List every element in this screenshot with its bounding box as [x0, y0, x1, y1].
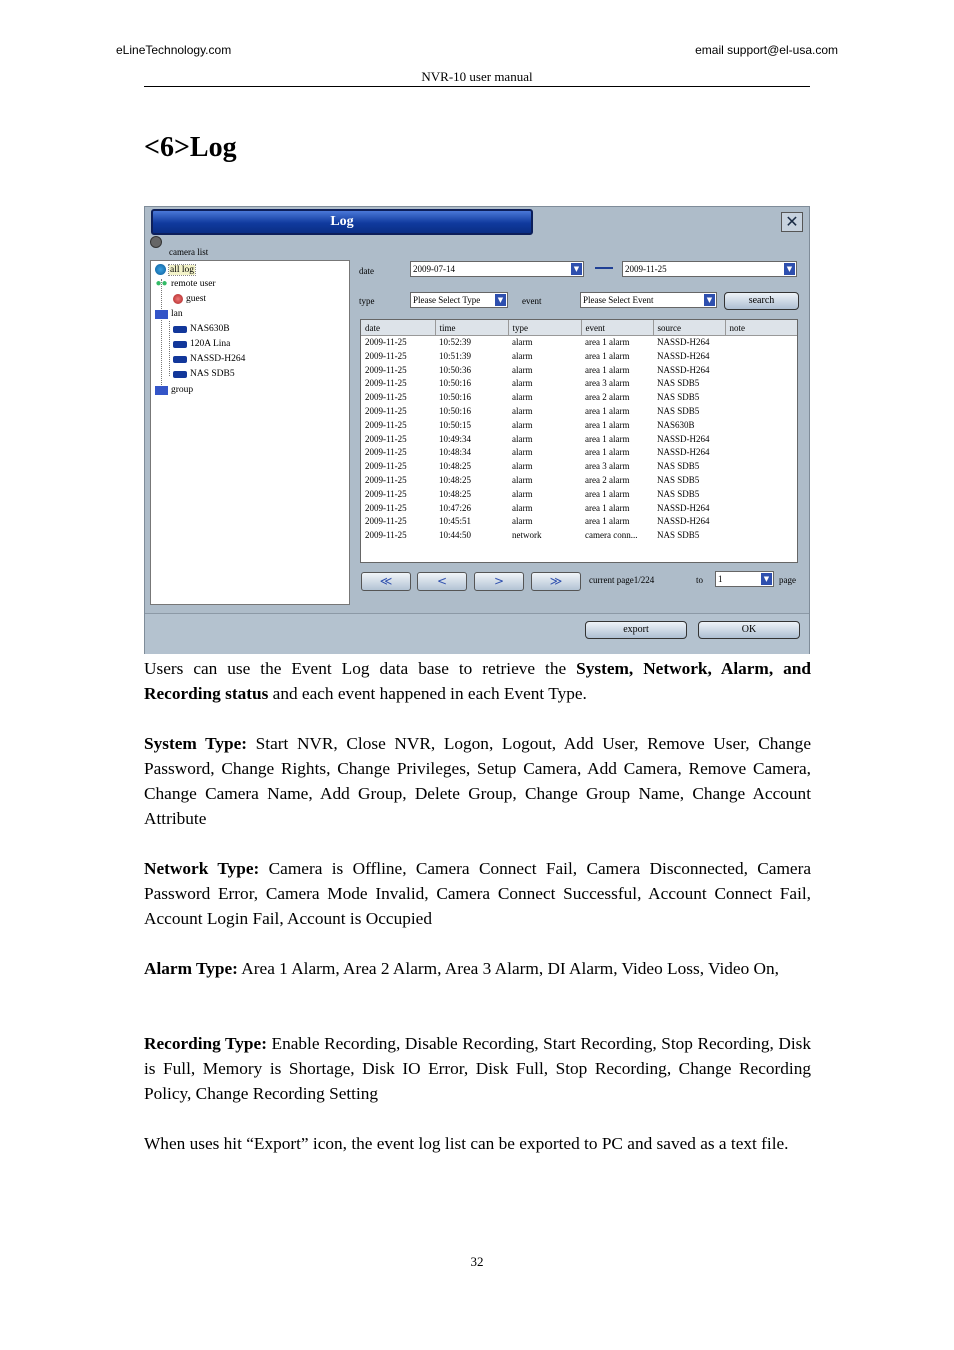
table-cell — [725, 364, 797, 378]
user-icon — [173, 294, 183, 304]
table-row[interactable] — [361, 336, 797, 350]
table-cell: alarm — [512, 461, 533, 472]
table-cell: area 2 alarm — [585, 392, 630, 403]
date-from-select[interactable]: 2009-07-14 ▼ — [410, 261, 584, 277]
table-cell: alarm — [512, 474, 533, 485]
event-select[interactable]: Please Select Event ▼ — [580, 292, 717, 308]
table-cell: 2009-11-25 — [365, 392, 407, 403]
tree-item-remote-user[interactable]: ●● remote user — [155, 278, 216, 289]
table-cell — [725, 391, 797, 405]
table-cell: alarm — [512, 378, 533, 389]
tree-item-lan[interactable]: lan — [155, 309, 183, 319]
camera-tree — [150, 260, 350, 605]
table-cell: alarm — [512, 433, 533, 444]
table-cell: NAS SDB5 — [657, 530, 700, 541]
table-row[interactable] — [361, 460, 797, 474]
table-row[interactable] — [361, 350, 797, 364]
table-cell — [725, 377, 797, 391]
network-type-paragraph: Network Type: Camera is Offline, Camera Connect Fail, Camera Disconnected, Camera Password Error, Camera Mode Invalid, Camera Connect Successful, Account Connect Fail, Account Login Fail, Account is Occupied — [144, 859, 811, 928]
table-cell: NASSD-H264 — [657, 350, 710, 361]
table-cell: alarm — [512, 392, 533, 403]
table-row[interactable] — [361, 419, 797, 433]
users-icon: ●● — [155, 278, 168, 289]
table-cell: NAS SDB5 — [657, 461, 700, 472]
table-cell — [725, 460, 797, 474]
table-cell: NASSD-H264 — [657, 502, 710, 513]
table-row[interactable] — [361, 446, 797, 460]
table-cell: 2009-11-25 — [365, 474, 407, 485]
table-cell — [725, 405, 797, 419]
prev-page-button[interactable]: < — [417, 572, 467, 591]
table-cell: area 3 alarm — [585, 461, 630, 472]
radio-dot-icon — [150, 236, 162, 248]
table-cell: 10:52:39 — [439, 337, 472, 347]
table-cell: NAS SDB5 — [657, 488, 700, 499]
camera-icon — [173, 341, 187, 348]
folder-icon — [155, 310, 168, 319]
table-cell: 10:50:16 — [439, 405, 472, 416]
page-select[interactable]: 1 ▼ — [715, 571, 774, 587]
column-header[interactable]: type — [508, 320, 581, 336]
date-label: date — [359, 266, 374, 276]
table-cell: 10:48:34 — [439, 447, 472, 458]
tree-item-camera[interactable]: NAS630B — [173, 324, 230, 334]
table-cell: NASSD-H264 — [657, 447, 710, 458]
table-cell: 10:51:39 — [439, 350, 472, 361]
last-page-button[interactable]: ≫ — [531, 572, 581, 591]
table-cell: area 1 alarm — [585, 337, 630, 347]
folder-icon — [155, 386, 168, 395]
recording-type-paragraph: Recording Type: Enable Recording, Disable Recording, Start Recording, Stop Recording, Disk is Full, Memory is Shortage, Disk IO Error, Disk Full, Stop Recording, Change Recording Policy, Change Recording Setting — [144, 1034, 811, 1103]
table-cell: NASSD-H264 — [657, 433, 710, 444]
header-site: eLineTechnology.com — [116, 43, 232, 57]
table-cell: area 1 alarm — [585, 502, 630, 513]
header-email: email support@el-usa.com — [695, 43, 838, 57]
tree-item-camera[interactable]: NASSD-H264 — [173, 354, 245, 364]
table-cell: alarm — [512, 488, 533, 499]
window-bottom-bar — [145, 613, 809, 654]
column-header[interactable]: time — [435, 320, 508, 336]
column-header[interactable]: note — [725, 320, 797, 336]
system-type-paragraph: System Type: Start NVR, Close NVR, Logon, Logout, Add User, Remove User, Change Password, Change Rights, Change Privileges, Setup Camera, Add Camera, Remove Camera, Change Camera Name, Add Group, Delete Group, Change Group Name, Change Account Attribute — [144, 734, 811, 828]
table-cell: NAS SDB5 — [657, 474, 700, 485]
table-row[interactable] — [361, 474, 797, 488]
chevron-down-icon: ▼ — [704, 294, 715, 306]
table-cell: area 1 alarm — [585, 433, 630, 444]
table-cell: 2009-11-25 — [365, 502, 407, 513]
search-button[interactable]: search — [724, 292, 799, 310]
table-cell: 2009-11-25 — [365, 488, 407, 499]
table-row[interactable] — [361, 433, 797, 447]
table-cell: area 3 alarm — [585, 378, 630, 389]
page-label: page — [779, 575, 796, 585]
tree-item-all-log[interactable]: all log — [155, 264, 195, 275]
table-row[interactable] — [361, 488, 797, 502]
table-cell — [725, 529, 797, 543]
table-cell: alarm — [512, 405, 533, 416]
chevron-down-icon: ▼ — [784, 263, 795, 275]
section-heading: <6>Log — [144, 132, 237, 163]
table-cell — [725, 350, 797, 364]
chevron-down-icon: ▼ — [571, 263, 582, 275]
table-cell: alarm — [512, 447, 533, 458]
table-header-row — [361, 320, 797, 336]
table-cell: 10:48:25 — [439, 474, 472, 485]
table-cell: 10:48:25 — [439, 461, 472, 472]
table-cell: 10:50:16 — [439, 392, 472, 403]
table-cell — [725, 446, 797, 460]
table-cell: 2009-11-25 — [365, 378, 407, 389]
table-cell: 10:50:15 — [439, 419, 472, 430]
table-row[interactable] — [361, 515, 797, 529]
table-cell: alarm — [512, 364, 533, 375]
type-label: type — [359, 296, 375, 306]
table-cell — [725, 502, 797, 516]
table-cell: area 1 alarm — [585, 364, 630, 375]
to-label: to — [696, 575, 704, 585]
event-label: event — [522, 296, 542, 306]
table-cell — [725, 474, 797, 488]
event-log-table — [360, 319, 798, 563]
table-cell: NASSD-H264 — [657, 516, 710, 527]
page-number: 32 — [470, 1254, 484, 1269]
table-cell: 2009-11-25 — [365, 447, 407, 458]
table-cell: 2009-11-25 — [365, 530, 407, 541]
column-header[interactable]: event — [581, 320, 653, 336]
table-row[interactable] — [361, 405, 797, 419]
table-row[interactable] — [361, 529, 797, 543]
globe-icon — [155, 264, 166, 275]
table-cell: NASSD-H264 — [657, 337, 710, 347]
tree-item-guest[interactable]: guest — [173, 294, 206, 304]
table-cell: camera conn... — [585, 530, 638, 541]
camera-list-label: camera list — [169, 247, 209, 257]
table-cell: alarm — [512, 337, 533, 347]
tree-item-camera[interactable]: 120A Lina — [173, 339, 230, 349]
camera-icon — [173, 356, 187, 363]
table-cell: NAS SDB5 — [657, 378, 700, 389]
table-cell — [725, 433, 797, 447]
table-cell: 2009-11-25 — [365, 433, 407, 444]
table-cell: 10:49:34 — [439, 433, 472, 444]
table-cell: 10:50:16 — [439, 378, 472, 389]
camera-icon — [173, 371, 187, 378]
table-cell: 2009-11-25 — [365, 337, 407, 347]
table-cell — [725, 515, 797, 529]
next-page-button[interactable]: > — [474, 572, 524, 591]
ok-button[interactable]: OK — [698, 621, 800, 639]
table-cell: 2009-11-25 — [365, 350, 407, 361]
chevron-down-icon: ▼ — [495, 294, 506, 306]
table-cell: area 1 alarm — [585, 516, 630, 527]
table-cell: area 1 alarm — [585, 488, 630, 499]
table-row[interactable] — [361, 391, 797, 405]
column-header[interactable]: date — [361, 320, 435, 336]
table-cell: NASSD-H264 — [657, 364, 710, 375]
table-cell — [725, 419, 797, 433]
tree-item-group[interactable]: group — [155, 385, 193, 395]
column-header[interactable]: source — [653, 320, 725, 336]
table-row[interactable] — [361, 502, 797, 516]
export-paragraph: When uses hit “Export” icon, the event log list can be exported to PC and saved as a text file. — [144, 1134, 789, 1153]
table-cell: network — [512, 530, 542, 541]
header-rule — [144, 86, 810, 87]
export-button[interactable]: export — [585, 621, 687, 639]
table-cell: area 1 alarm — [585, 447, 630, 458]
table-cell: area 1 alarm — [585, 405, 630, 416]
current-page-text: current page1/224 — [589, 575, 655, 585]
table-cell — [725, 336, 797, 350]
date-range-dash — [595, 267, 613, 269]
table-cell: 2009-11-25 — [365, 461, 407, 472]
window-title[interactable]: Log — [151, 209, 533, 235]
table-cell: 10:47:26 — [439, 502, 472, 513]
table-cell: alarm — [512, 350, 533, 361]
header-manual-title: NVR-10 user manual — [421, 69, 533, 84]
table-cell: 10:45:51 — [439, 516, 472, 527]
chevron-down-icon: ▼ — [761, 573, 772, 585]
table-cell: alarm — [512, 516, 533, 527]
table-cell: 2009-11-25 — [365, 405, 407, 416]
tree-item-camera[interactable]: NAS SDB5 — [173, 369, 235, 379]
table-cell — [725, 488, 797, 502]
type-select[interactable]: Please Select Type ▼ — [410, 292, 508, 308]
table-cell: 2009-11-25 — [365, 364, 407, 375]
table-cell: 10:50:36 — [439, 364, 472, 375]
table-cell: NAS SDB5 — [657, 405, 700, 416]
table-cell: NAS630B — [657, 419, 695, 430]
table-cell: alarm — [512, 419, 533, 430]
table-cell: 2009-11-25 — [365, 419, 407, 430]
table-cell: area 1 alarm — [585, 350, 630, 361]
table-cell: 2009-11-25 — [365, 516, 407, 527]
log-window — [144, 206, 810, 654]
table-cell: NAS SDB5 — [657, 392, 700, 403]
date-to-select[interactable]: 2009-11-25 ▼ — [622, 261, 797, 277]
alarm-type-paragraph: Alarm Type: Area 1 Alarm, Area 2 Alarm, Area 3 Alarm, DI Alarm, Video Loss, Video On, — [144, 959, 779, 978]
table-cell: 10:44:50 — [439, 530, 472, 541]
table-row[interactable] — [361, 364, 797, 378]
camera-icon — [173, 326, 187, 333]
table-cell: alarm — [512, 502, 533, 513]
first-page-button[interactable]: ≪ — [361, 572, 411, 591]
table-cell: area 2 alarm — [585, 474, 630, 485]
intro-paragraph: Users can use the Event Log data base to retrieve the System, Network, Alarm, and Recording status and each event happened in each Event Type. — [144, 659, 811, 703]
close-icon[interactable]: ✕ — [781, 212, 803, 232]
table-cell: 10:48:25 — [439, 488, 472, 499]
table-row[interactable] — [361, 377, 797, 391]
table-cell: area 1 alarm — [585, 419, 630, 430]
